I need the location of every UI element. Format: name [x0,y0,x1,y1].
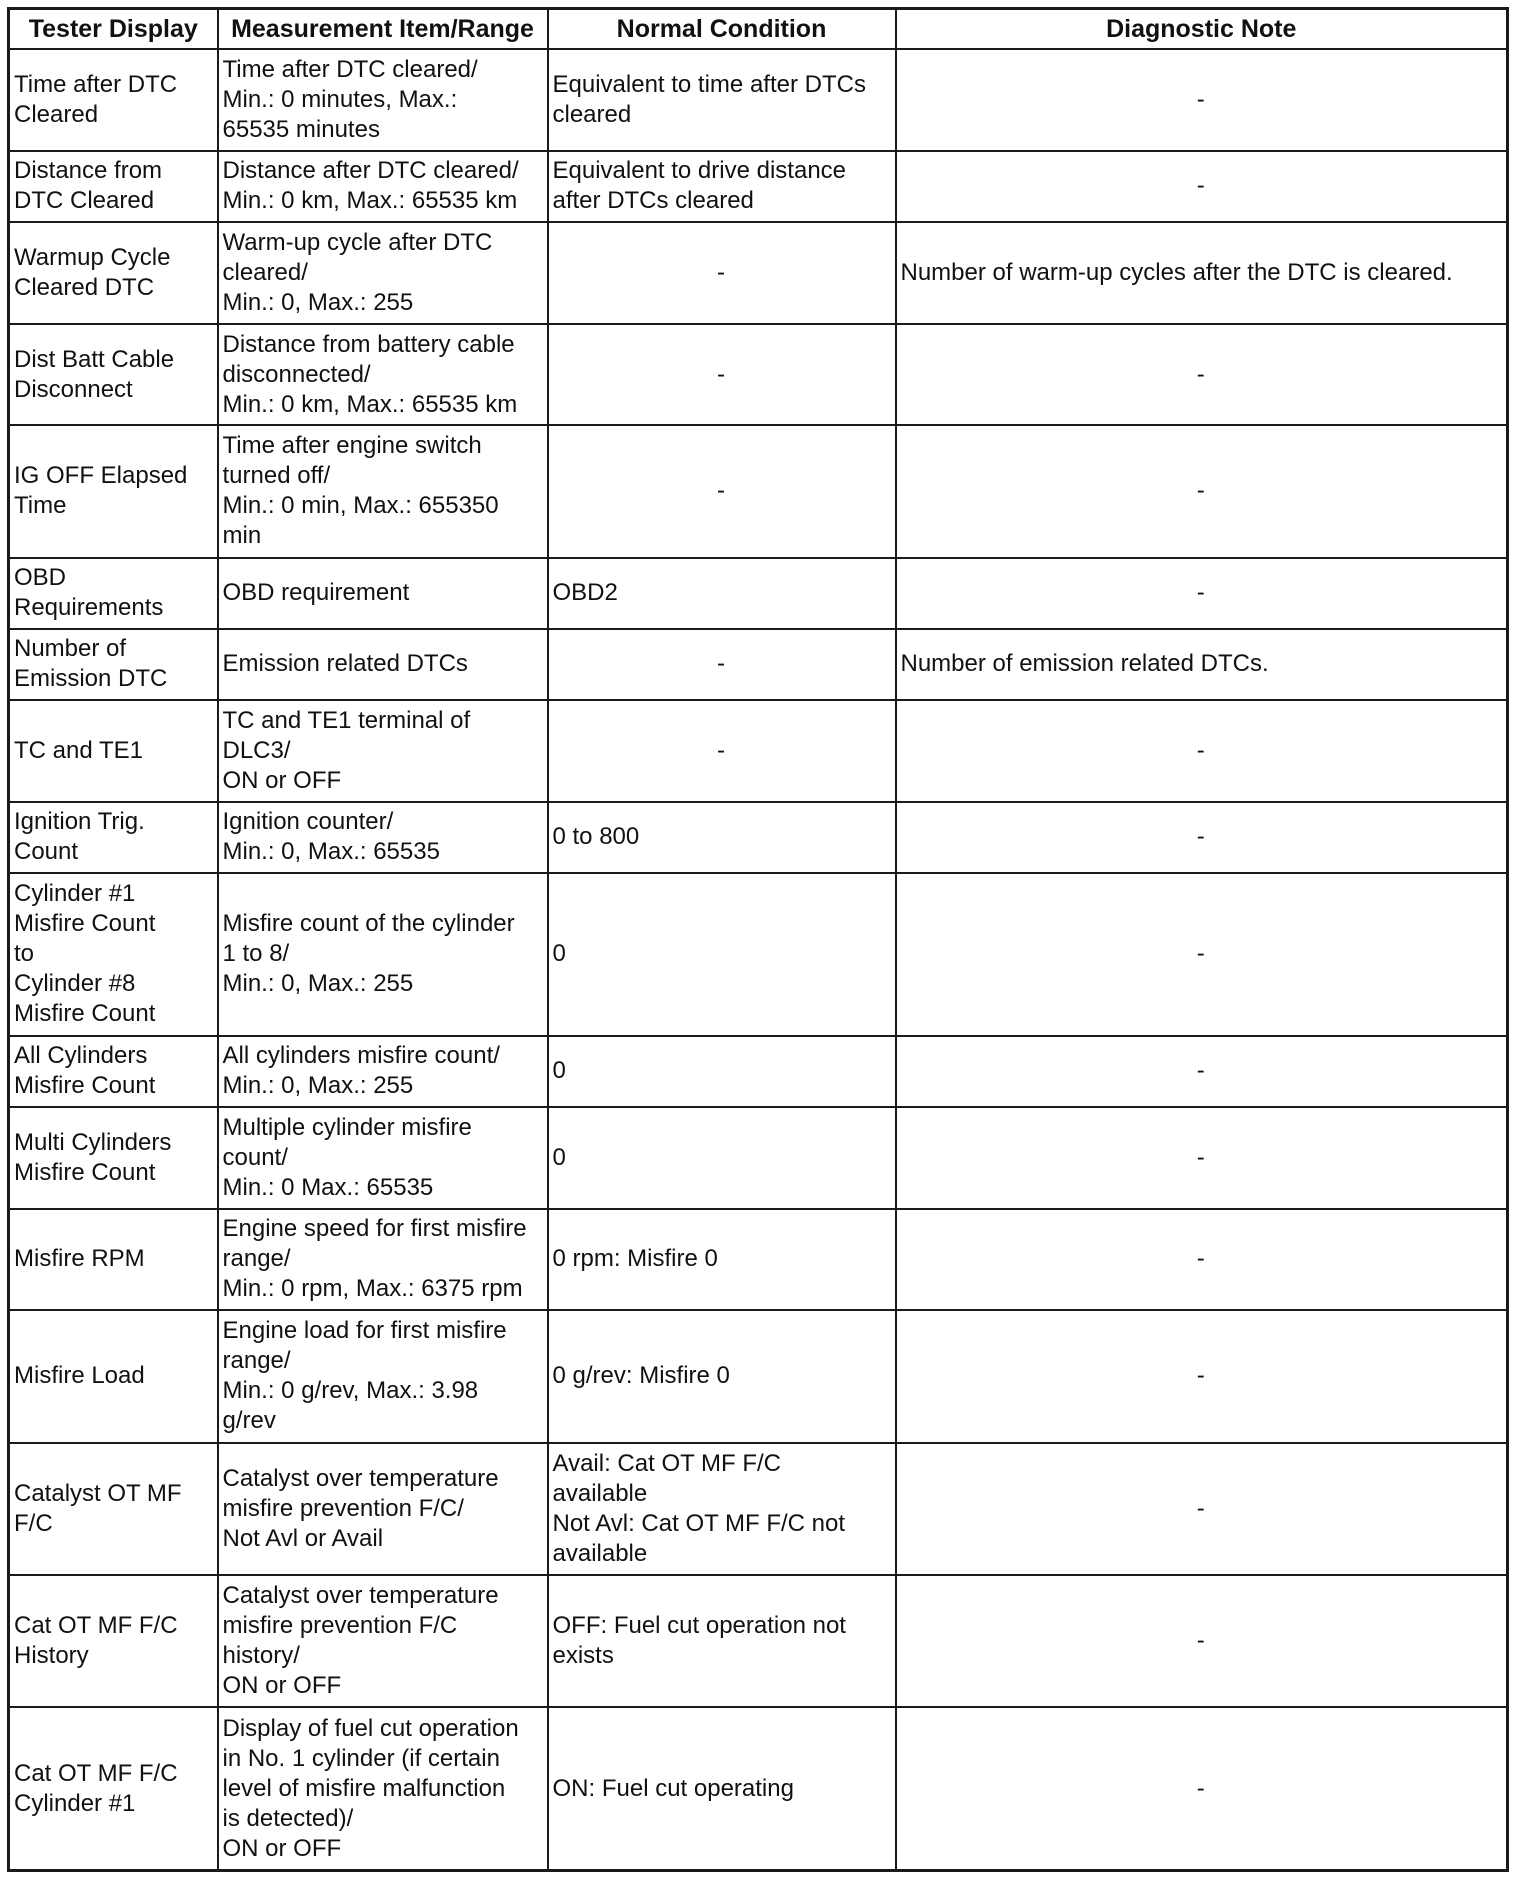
cell-normal-condition: ON: Fuel cut operating [548,1707,896,1870]
cell-diagnostic-note: - [896,425,1508,557]
cell-normal-condition: - [548,629,896,700]
data-list-table [7,7,1509,1872]
cell-diagnostic-note: Number of warm-up cycles after the DTC is cleared. [896,222,1508,324]
cell-diagnostic-note: Number of emission related DTCs. [896,629,1508,700]
cell-measurement-item: Distance after DTC cleared/ Min.: 0 km, Max.: 65535 km [218,151,548,222]
table-row [9,1443,1508,1575]
table-row [9,1036,1508,1107]
table-row [9,873,1508,1036]
cell-tester-display: Distance from DTC Cleared [9,151,218,222]
cell-measurement-item: TC and TE1 terminal of DLC3/ ON or OFF [218,700,548,802]
cell-diagnostic-note: - [896,49,1508,151]
table-row [9,802,1508,873]
cell-normal-condition: 0 rpm: Misfire 0 [548,1209,896,1311]
cell-measurement-item: Emission related DTCs [218,629,548,700]
table-row [9,629,1508,700]
cell-diagnostic-note: - [896,1209,1508,1311]
cell-tester-display: OBD Requirements [9,558,218,629]
cell-diagnostic-note: - [896,558,1508,629]
header-tester-display: Tester Display [9,9,218,50]
cell-tester-display: Misfire Load [9,1310,218,1442]
cell-tester-display: Dist Batt Cable Disconnect [9,324,218,426]
cell-normal-condition: 0 [548,873,896,1036]
cell-measurement-item: Multiple cylinder misfire count/ Min.: 0 Max.: 65535 [218,1107,548,1209]
table-row [9,1575,1508,1707]
cell-diagnostic-note: - [896,151,1508,222]
cell-tester-display: Misfire RPM [9,1209,218,1311]
cell-measurement-item: Display of fuel cut operation in No. 1 cylinder (if certain level of misfire malfunction is detected)/ ON or OFF [218,1707,548,1870]
cell-tester-display: IG OFF Elapsed Time [9,425,218,557]
cell-diagnostic-note: - [896,873,1508,1036]
cell-tester-display: Cat OT MF F/C History [9,1575,218,1707]
cell-normal-condition: 0 [548,1036,896,1107]
cell-diagnostic-note: - [896,1036,1508,1107]
table-row [9,1707,1508,1870]
cell-tester-display: All Cylinders Misfire Count [9,1036,218,1107]
cell-normal-condition: Equivalent to time after DTCs cleared [548,49,896,151]
cell-normal-condition: 0 g/rev: Misfire 0 [548,1310,896,1442]
cell-diagnostic-note: - [896,1310,1508,1442]
cell-measurement-item: Ignition counter/ Min.: 0, Max.: 65535 [218,802,548,873]
cell-measurement-item: Engine load for first misfire range/ Min.: 0 g/rev, Max.: 3.98 g/rev [218,1310,548,1442]
cell-measurement-item: Catalyst over temperature misfire prevention F/C history/ ON or OFF [218,1575,548,1707]
table-row [9,425,1508,557]
header-normal-condition: Normal Condition [548,9,896,50]
cell-measurement-item: Time after engine switch turned off/ Min.: 0 min, Max.: 655350 min [218,425,548,557]
table-row [9,49,1508,151]
cell-diagnostic-note: - [896,700,1508,802]
cell-diagnostic-note: - [896,1443,1508,1575]
cell-tester-display: Ignition Trig. Count [9,802,218,873]
cell-measurement-item: Engine speed for first misfire range/ Min.: 0 rpm, Max.: 6375 rpm [218,1209,548,1311]
cell-normal-condition: 0 [548,1107,896,1209]
cell-diagnostic-note: - [896,1575,1508,1707]
cell-tester-display: Warmup Cycle Cleared DTC [9,222,218,324]
table-row [9,558,1508,629]
table-row [9,1209,1508,1311]
header-diagnostic-note: Diagnostic Note [896,9,1508,50]
cell-tester-display: Multi Cylinders Misfire Count [9,1107,218,1209]
cell-normal-condition: Equivalent to drive distance after DTCs cleared [548,151,896,222]
header-row [9,9,1508,50]
cell-measurement-item: Catalyst over temperature misfire prevention F/C/ Not Avl or Avail [218,1443,548,1575]
table-row [9,151,1508,222]
cell-normal-condition: 0 to 800 [548,802,896,873]
table-row [9,1107,1508,1209]
cell-normal-condition: - [548,324,896,426]
cell-tester-display: Number of Emission DTC [9,629,218,700]
cell-tester-display: Cylinder #1 Misfire Count to Cylinder #8 Misfire Count [9,873,218,1036]
cell-normal-condition: OBD2 [548,558,896,629]
cell-normal-condition: OFF: Fuel cut operation not exists [548,1575,896,1707]
cell-diagnostic-note: - [896,1107,1508,1209]
table-row [9,222,1508,324]
cell-tester-display: Cat OT MF F/C Cylinder #1 [9,1707,218,1870]
header-measurement-item: Measurement Item/Range [218,9,548,50]
cell-normal-condition: - [548,425,896,557]
cell-normal-condition: - [548,700,896,802]
cell-normal-condition: Avail: Cat OT MF F/C available Not Avl: Cat OT MF F/C not available [548,1443,896,1575]
cell-measurement-item: OBD requirement [218,558,548,629]
cell-measurement-item: Misfire count of the cylinder 1 to 8/ Min.: 0, Max.: 255 [218,873,548,1036]
cell-diagnostic-note: - [896,802,1508,873]
cell-measurement-item: Warm-up cycle after DTC cleared/ Min.: 0, Max.: 255 [218,222,548,324]
cell-measurement-item: All cylinders misfire count/ Min.: 0, Max.: 255 [218,1036,548,1107]
cell-tester-display: Time after DTC Cleared [9,49,218,151]
table-row [9,700,1508,802]
cell-normal-condition: - [548,222,896,324]
cell-tester-display: TC and TE1 [9,700,218,802]
table-row [9,324,1508,426]
table-row [9,1310,1508,1442]
cell-diagnostic-note: - [896,1707,1508,1870]
cell-measurement-item: Time after DTC cleared/ Min.: 0 minutes, Max.: 65535 minutes [218,49,548,151]
cell-measurement-item: Distance from battery cable disconnected/ Min.: 0 km, Max.: 65535 km [218,324,548,426]
cell-tester-display: Catalyst OT MF F/C [9,1443,218,1575]
cell-diagnostic-note: - [896,324,1508,426]
